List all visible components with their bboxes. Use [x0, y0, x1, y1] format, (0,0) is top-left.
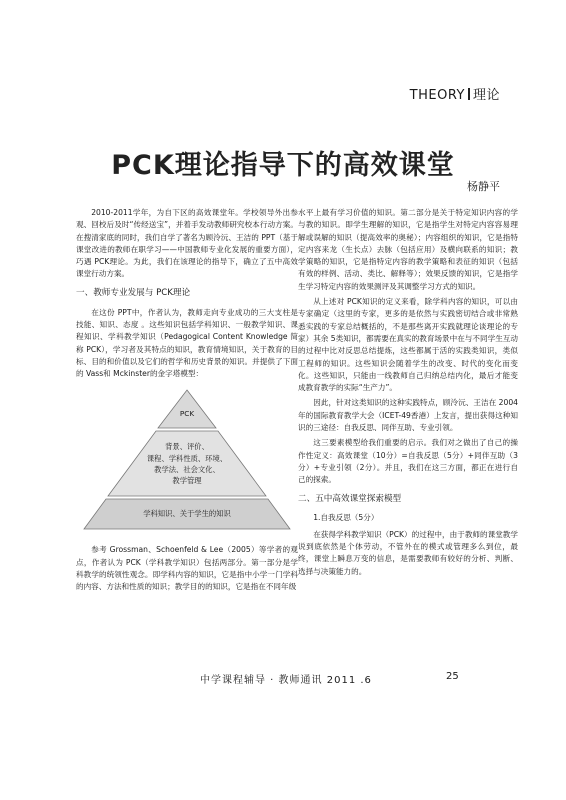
paragraph: 水平上最有学习价值的知识。第二部分是关于特定知识内容的学与教的知识。即学生理解的知识，它是指学生对特定内容容易理解或误解的知识（提高效率的奥秘）；内容组织的知识，它是指特定内容来龙（生长点）去脉（包括应用）及横向联系的知识；教学策略的知识，它是指特定内容的教学策略和表征的知识（包括有效的样例、活动、类比、解释等）；效果反馈的知识，它是指学生学习特定内容的效果测评及其调整学习方式的知识。	[298, 208, 518, 291]
magazine-name: 中学课程辅导 · 教师通讯	[200, 675, 323, 686]
section-tag-en: THEORY	[409, 88, 465, 103]
paragraph: 这三要素模型给我们重要的启示。我们对之做出了自己的操作性定义：高效课堂（10分）=自我反思（5分）+同伴互助（3分）+专业引领（2分）。并且，我们在这三方面，都正在进行自己的探索。	[298, 438, 518, 485]
pyramid-middle-line: 教学管理	[172, 476, 202, 486]
paragraph: 在这份 PPT中，作者认为，教师走向专业成功的三大支柱是 技能、知识、态度 。这些知识包括学科知识、一般教学知识、课程知识、学科教学知识（Pedagogical Content Knowledge 简称 PCK），学习者及其特点的知识，教育情境知识，关于教育的目标、目的和价值以及它们的哲学和历史背景的知识。并提供了下面的 Vass和 Mckinster的金字塔模型：	[76, 307, 298, 379]
pck-pyramid-figure	[76, 388, 298, 532]
paragraph: 因此，针对这类知识的这种实践特点，顾泠沅、王洁在 2004年的国际教育教学大会（ICET-49香港）上发言，提出获得这种知识的三途径：自我反思、同伴互助、专业引领。	[298, 398, 518, 433]
left-column	[76, 207, 298, 597]
section-heading: 一、教师专业发展与 PCK理论	[76, 287, 191, 298]
subsection-heading: 1.自我反思（5分）	[313, 513, 379, 523]
pyramid-top-label: PCK	[179, 409, 195, 419]
section-divider	[468, 88, 470, 100]
pyramid-middle-line: 课程、学科性质、环境、	[146, 453, 228, 463]
pyramid-middle-label	[76, 441, 298, 486]
paragraph: 2010-2011学年，为自下区的高效课堂年。学校领导外出参观、回校后及时“传经送宝”，并着手发动教师研究校本行动方案。在搜清家底的同时，我们自学了著名为顾泠沅、王洁的 PPT（基于课堂改进的教师在职学习——中国教师专业化发展的重要方面），巧遇 PCK理论。为此，我们在该理论的指导下，确立了五中高效课堂行动方案。	[76, 208, 298, 279]
article-author: 杨静平	[467, 180, 500, 193]
paragraph: 参考 Grossman、Schoenfeld & Lee（2005）等学者的观点，作者认为 PCK（学科教学知识）包括两部分。第一部分是学科教学的统领性观念。即学科内容的知识，它是指中小学一门学科的内容、方法和性质的知识；教学目的的知识，它是指在不同年级	[76, 545, 298, 592]
pyramid-middle-line: 教学法、社会文化、	[154, 465, 220, 475]
right-column	[298, 207, 518, 581]
section-heading: 二、五中高效课堂探索模型	[298, 493, 402, 504]
pyramid-bottom-label: 学科知识、关于学生的知识	[143, 509, 231, 519]
article-title: PCK理论指导下的高效课堂	[111, 150, 455, 181]
page-number: 25	[446, 671, 459, 682]
footer-magazine	[200, 671, 372, 686]
paragraph: 在获得学科教学知识（PCK）的过程中，由于教师的课堂教学说到底依然是个体劳动，不管外在的模式或管理多么到位，最终，课堂上瞬息万变的信息，是需要教师有较好的分析、判断、选择与决策能力的。	[298, 529, 518, 576]
issue-number: 2011 .6	[326, 675, 372, 686]
pyramid-middle-line: 背景、评价、	[165, 442, 209, 452]
section-tag	[410, 84, 500, 103]
section-tag-cn: 理论	[472, 88, 500, 103]
paragraph: 从上述对 PCK知识的定义来看，除学科内容的知识，可以由专家确定（这里的专家，更多的是依然与实践密切结合或非常熟悉实践的专家总结概括的，不是那些离开实践就理论谈理论的专家）其余 5类知识，都需要在真实的教育场景中在与不同学生互动的过程中比对反思总结提炼，这些都属于活的实践类知识，类似工程师的知识。这些知识会随着学生的改变、时代的变化而变化。这些知识，只能由一线教师自己归纳总结内化，最后才能变成教育教学的实际“生产力”。	[298, 297, 518, 393]
